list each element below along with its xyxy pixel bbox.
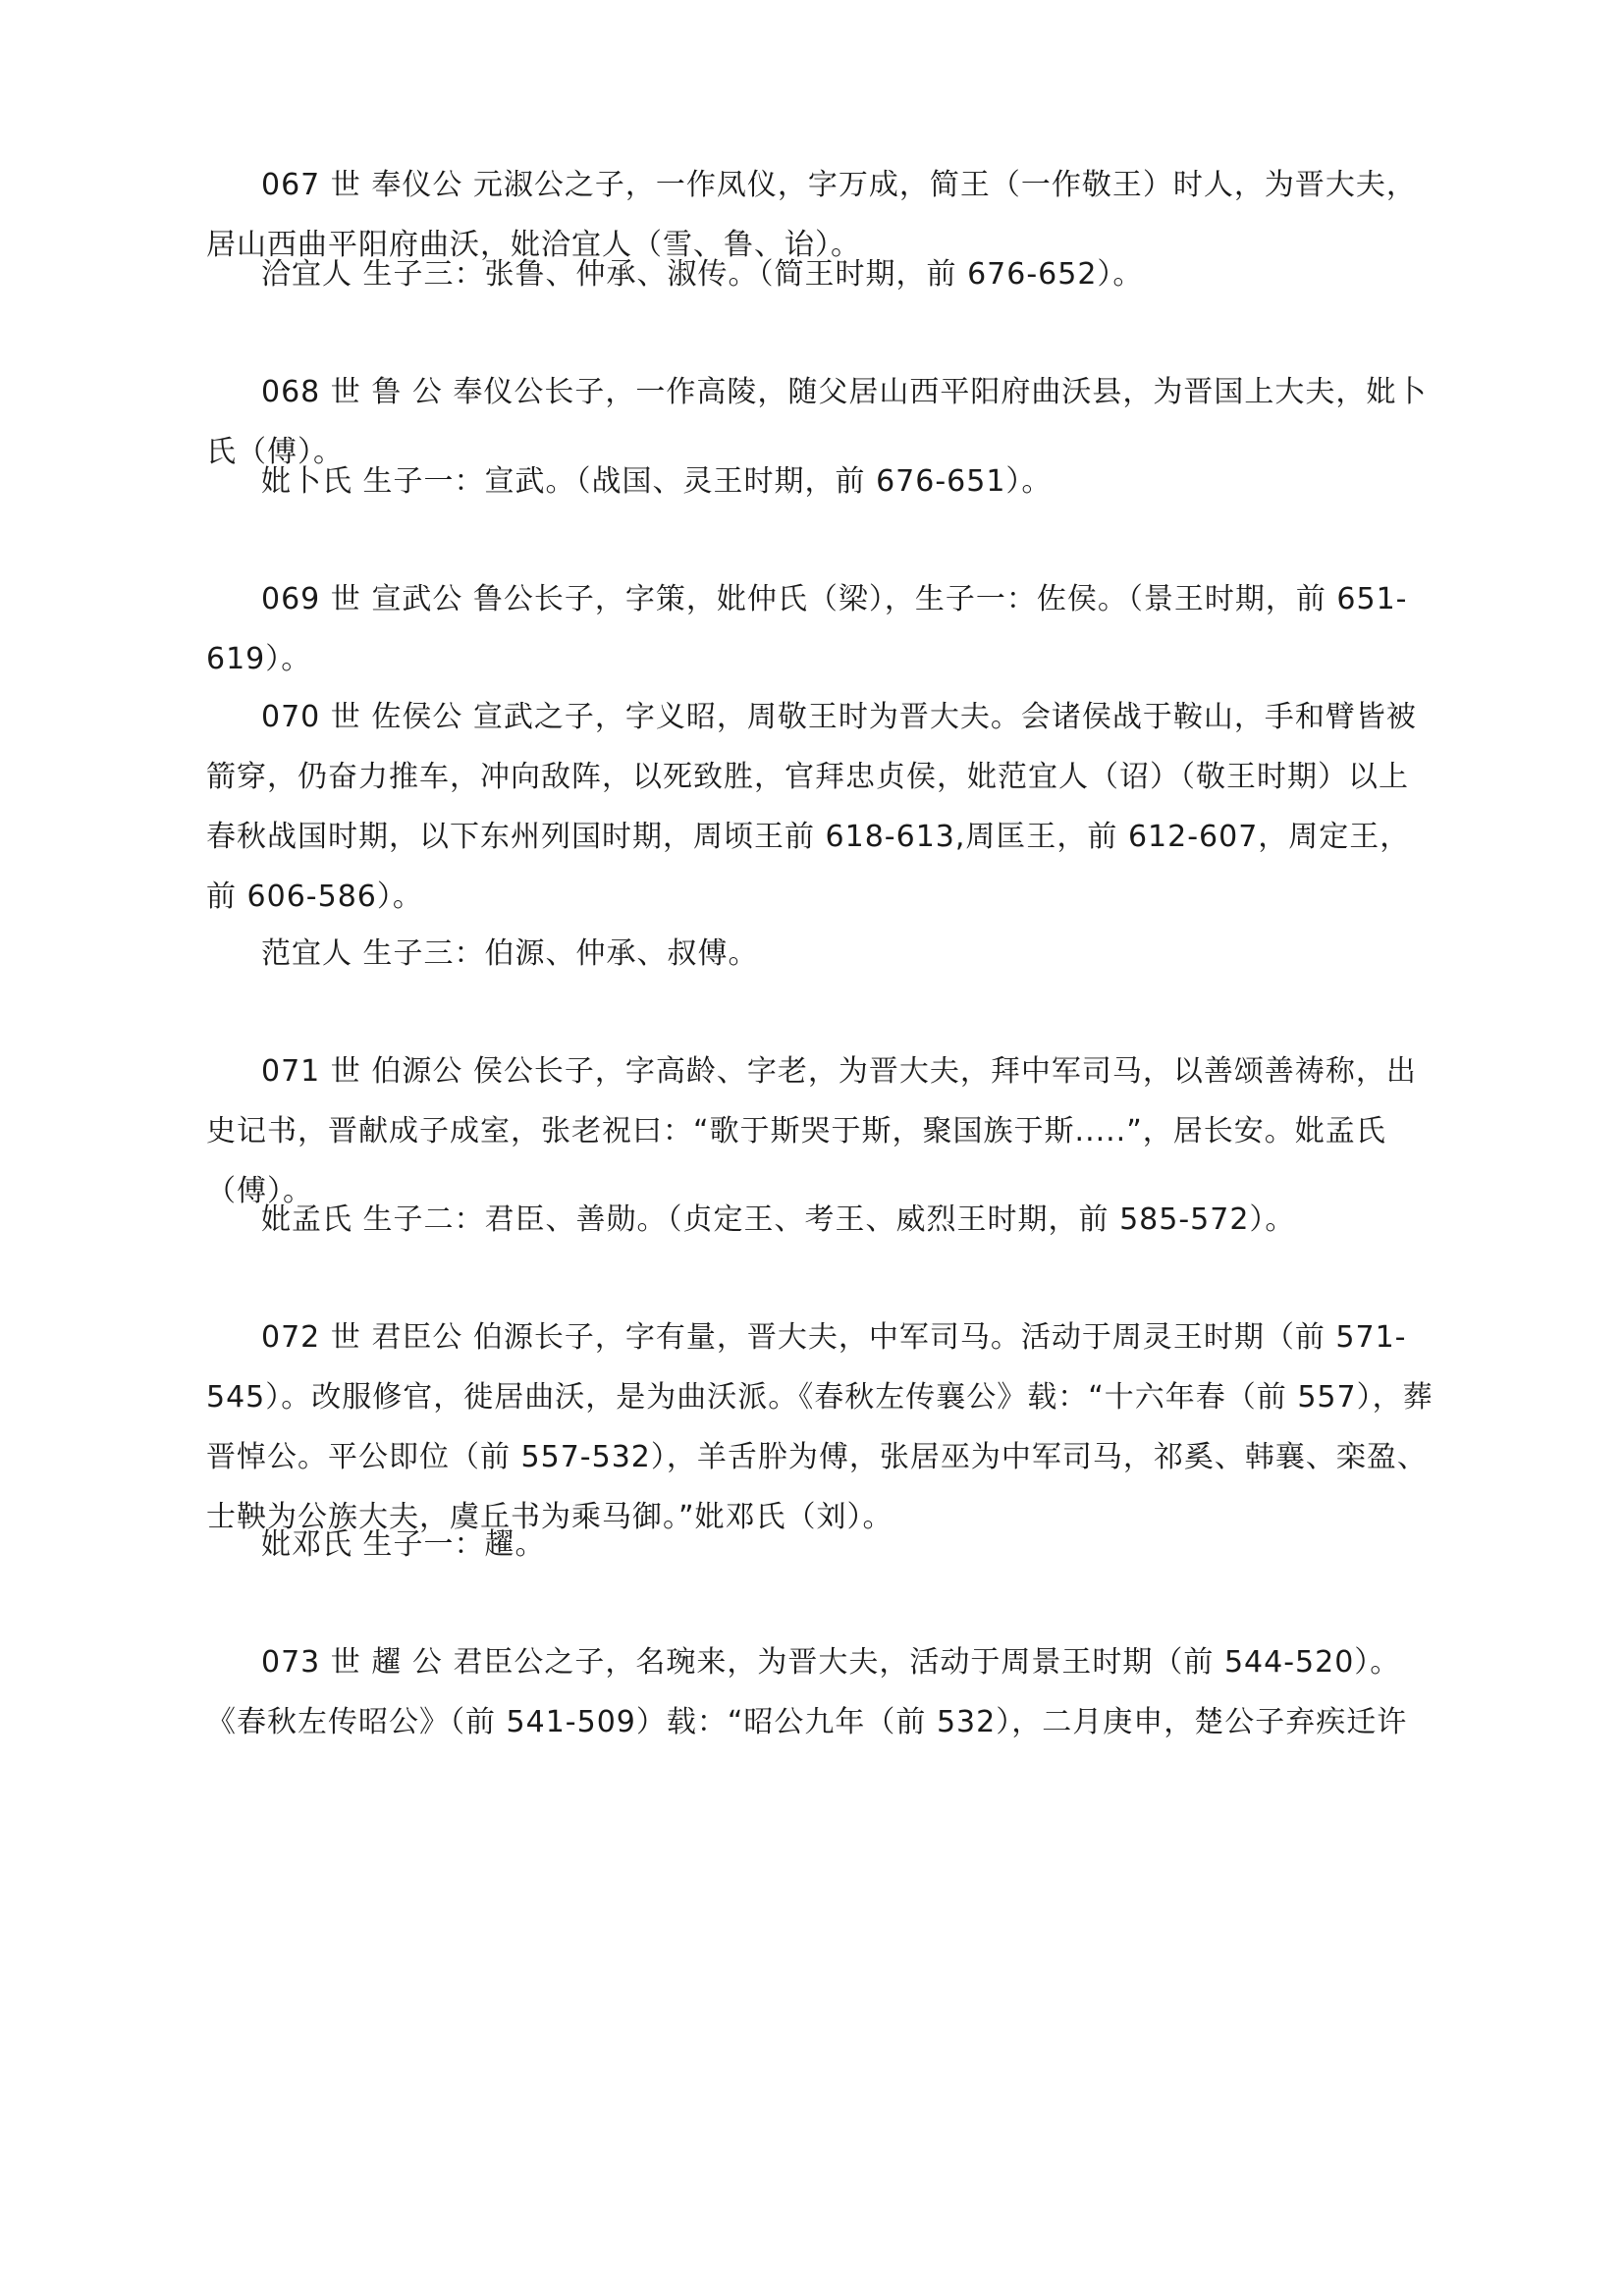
entry-069-main: 069 世 宣武公 鲁公长子，字策，妣仲氏（梁），生子一：佐侯。（景王时期，前 651-619）。 [206,582,1408,676]
entry-068-sub: 妣卜氏 生子一：宣武。（战国、灵王时期，前 676-651）。 [261,464,1053,499]
entry-070-main: 070 世 佐侯公 宣武之子，字义昭，周敬王时为晋大夫。会诸侯战于鞍山，手和臂皆被箭穿，仍奋力推车，冲向敌阵，以死致胜，官拜忠贞侯，妣范宜人（诏）（敬王时期）以上春秋战国时期，以下东州列国时期，周顷王前 618-613,周匡王，前 612-607，周定王，前 606-586）。 [206,700,1417,914]
entry-072-sub: 妣邓氏 生子一：趯。 [261,1527,546,1562]
entry-067-main: 067 世 奉仪公 元淑公之子，一作凤仪，字万成，简王（一作敬王）时人，为晋大夫，居山西曲平阳府曲沃，妣洽宜人（雪、鲁、诒）。 [206,168,1417,262]
entry-068-main: 068 世 鲁 公 奉仪公长子，一作高陵，随父居山西平阳府曲沃县，为晋国上大夫，妣卜氏（傅）。 [206,375,1428,469]
entry-067-sub: 洽宜人 生子三：张鲁、仲承、淑传。（简王时期，前 676-652）。 [261,257,1144,292]
entry-071-sub: 妣孟氏 生子二：君臣、善勋。（贞定王、考王、威烈王时期，前 585-572）。 [261,1202,1296,1237]
entry-073-main: 073 世 趯 公 君臣公之子，名琬来，为晋大夫，活动于周景王时期（前 544-520）。《春秋左传昭公》（前 541-509）载：“昭公九年（前 532），二月庚申，楚公子弃疾迁许 [206,1645,1408,1739]
entry-071-main: 071 世 伯源公 侯公长子，字高龄、字老，为晋大夫，拜中军司马，以善颂善祷称，出史记书，晋献成子成室，张老祝曰：“歌于斯哭于斯，聚国族于斯.....”，居长安。妣孟氏（傅）。 [206,1054,1417,1208]
entry-072-main: 072 世 君臣公 伯源长子，字有量，晋大夫，中军司马。活动于周灵王时期（前 571-545）。改服修官，徙居曲沃，是为曲沃派。《春秋左传襄公》载：“十六年春（前 557），葬晋悼公。平公即位（前 557-532），羊舌肸为傅，张居巫为中军司马，祁奚、韩襄、栾盈、士鞅为公族大夫，虞丘书为乘马御。”妣邓氏（刘）。 [206,1320,1434,1534]
entry-070-sub: 范宜人 生子三：伯源、仲承、叔傅。 [261,936,759,971]
